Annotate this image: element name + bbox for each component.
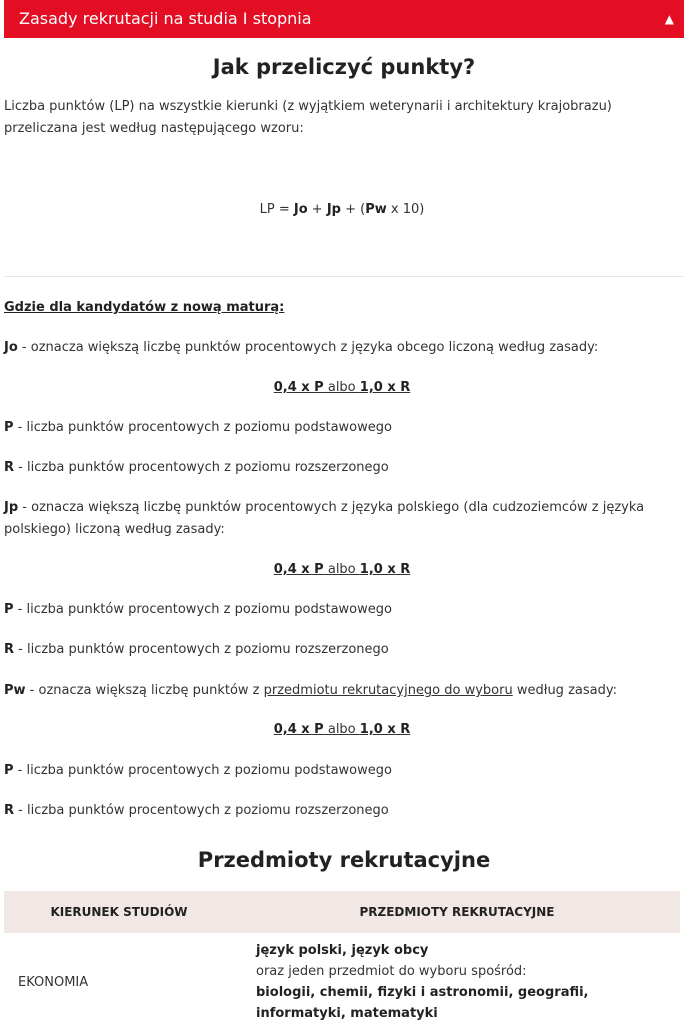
required-subjects: język polski, język obcy bbox=[256, 943, 429, 958]
intro-paragraph: Liczba punktów (LP) na wszystkie kierunki (z wyjątkiem weterynarii i architektury krajobrazu) przeliczana jest według następującego wzoru: bbox=[4, 99, 612, 136]
pw-p-definition: P - liczba punktów procentowych z poziomu podstawowego bbox=[4, 763, 392, 778]
header-kierunek: KIERUNEK STUDIÓW bbox=[4, 891, 234, 933]
collapse-arrow-icon[interactable]: ▲ bbox=[664, 12, 674, 26]
pw-r-definition: R - liczba punktów procentowych z poziomu rozszerzonego bbox=[4, 803, 389, 818]
jp-description: Jp - oznacza większą liczbę punktów procentowych z języka polskiego (dla cudzoziemców z języka polskiego) liczoną według zasady: bbox=[4, 500, 645, 537]
table-header-row bbox=[4, 891, 680, 933]
section-divider bbox=[4, 276, 684, 277]
jo-description: Jo - oznacza większą liczbę punktów procentowych z języka obcego liczoną według zasady: bbox=[4, 340, 599, 355]
kierunek-cell: EKONOMIA bbox=[18, 974, 89, 990]
accordion-title: Zasady rekrutacji na studia I stopnia bbox=[19, 9, 312, 28]
section-title-subjects: Przedmioty rekrutacyjne bbox=[197, 848, 491, 872]
accordion-header[interactable] bbox=[4, 0, 684, 38]
candidates-heading: Gdzie dla kandydatów z nową maturą: bbox=[4, 300, 285, 315]
jp-r-definition: R - liczba punktów procentowych z poziomu rozszerzonego bbox=[4, 642, 389, 657]
pw-description: Pw - oznacza większą liczbę punktów z przedmiotu rekrutacyjnego do wyboru według zasady: bbox=[4, 683, 617, 698]
jo-rule: 0,4 x P albo 1,0 x R bbox=[273, 380, 411, 395]
jp-p-definition: P - liczba punktów procentowych z poziomu podstawowego bbox=[4, 602, 392, 617]
jo-r-definition: R - liczba punktów procentowych z poziomu rozszerzonego bbox=[4, 460, 389, 475]
jo-p-definition: P - liczba punktów procentowych z poziomu podstawowego bbox=[4, 420, 392, 435]
lp-formula: LP = Jo + Jp + (Pw x 10) bbox=[259, 202, 425, 217]
header-przedmioty: PRZEDMIOTY REKRUTACYJNE bbox=[234, 891, 680, 933]
choice-intro: oraz jeden przedmiot do wyboru spośród: bbox=[256, 964, 527, 979]
choice-subjects: biologii, chemii, fizyki i astronomii, geografii, informatyki, matematyki bbox=[256, 985, 589, 1021]
recruitment-table bbox=[4, 891, 680, 1029]
pw-rule: 0,4 x P albo 1,0 x R bbox=[273, 722, 411, 737]
jp-rule: 0,4 x P albo 1,0 x R bbox=[273, 562, 411, 577]
pw-subject-link[interactable]: przedmiotu rekrutacyjnego do wyboru bbox=[263, 683, 513, 698]
section-title-points: Jak przeliczyć punkty? bbox=[212, 55, 476, 79]
przedmioty-cell bbox=[234, 933, 680, 1029]
table-row bbox=[4, 933, 680, 1029]
